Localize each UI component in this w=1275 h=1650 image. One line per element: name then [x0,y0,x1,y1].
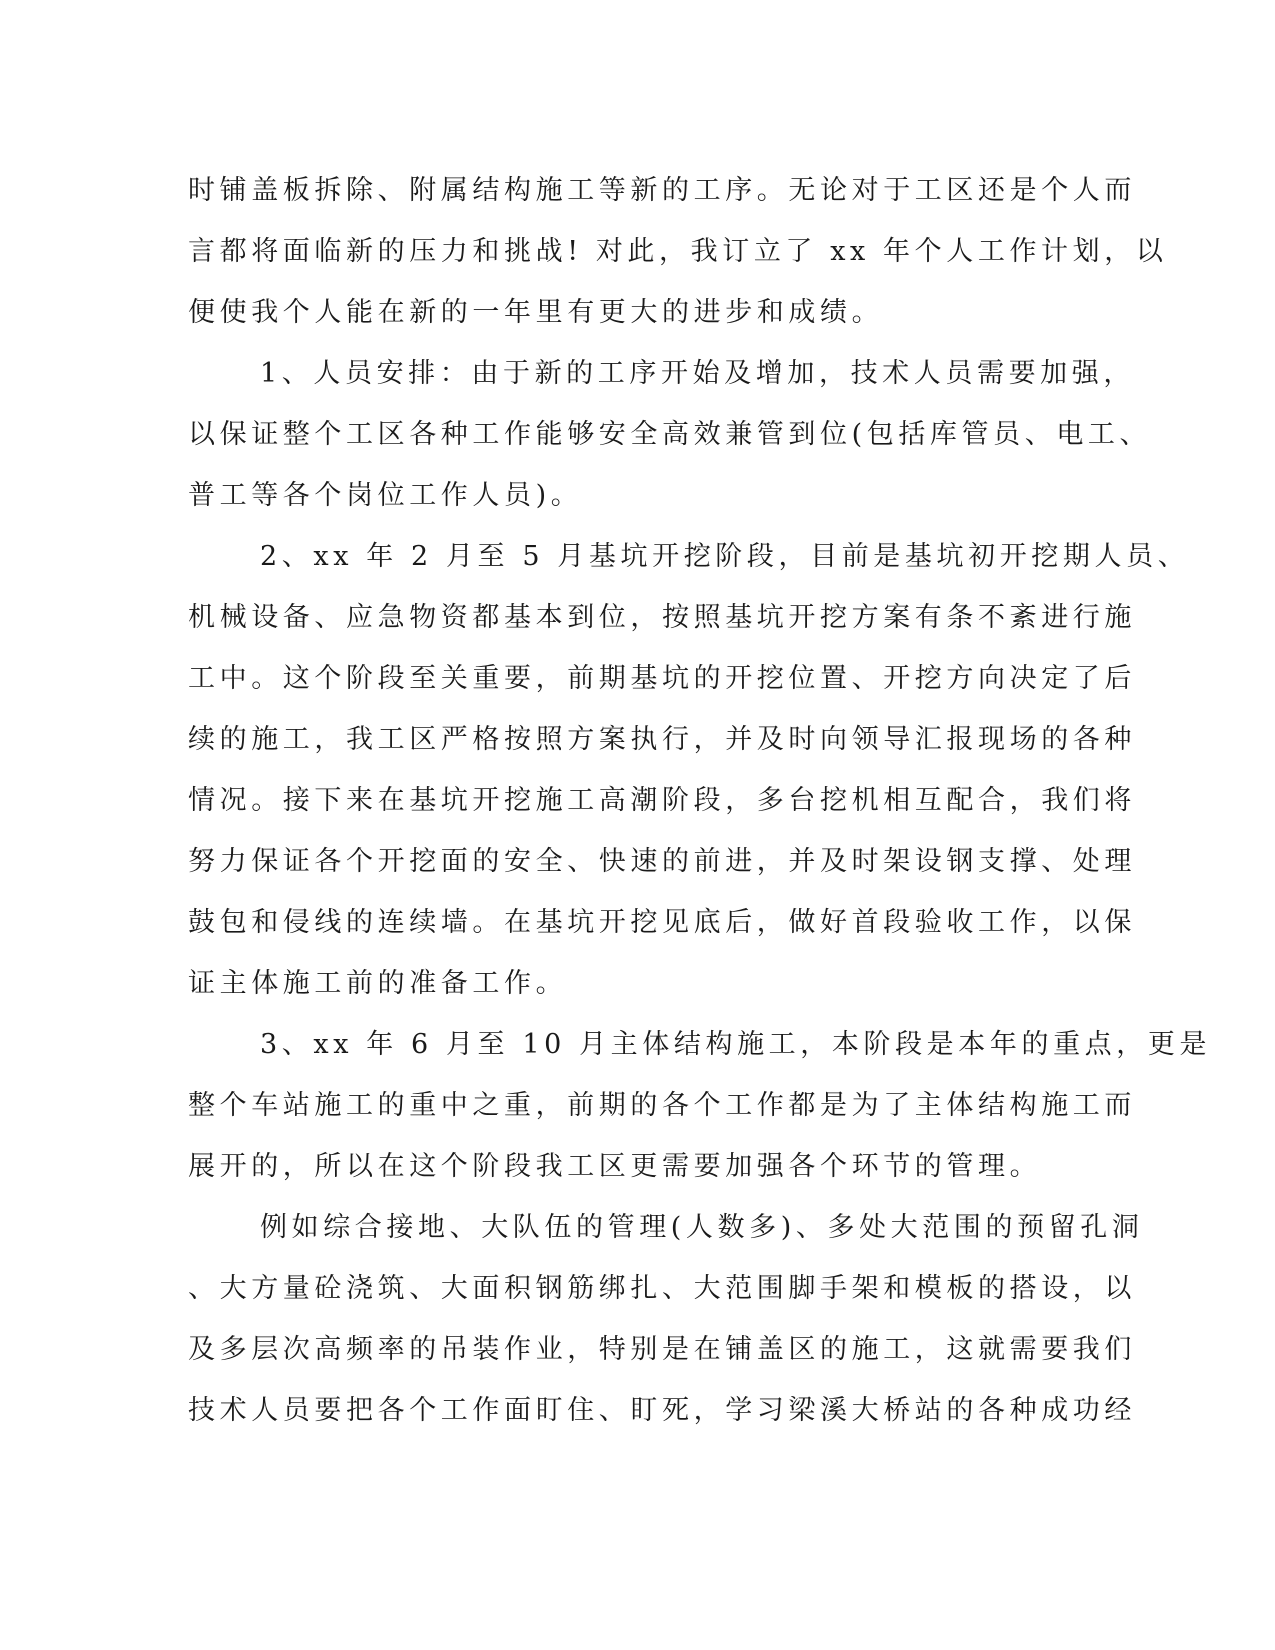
paragraph-intro [188,160,1168,343]
text-line: 、大方量砼浇筑、大面积钢筋绑扎、大范围脚手架和模板的搭设，以 [188,1273,1136,1304]
text-line: 展开的，所以在这个阶段我工区更需要加强各个环节的管理。 [188,1151,1042,1182]
paragraph-item-1 [188,343,1152,526]
text-line: 技术人员要把各个工作面盯住、盯死，学习梁溪大桥站的各种成功经 [188,1395,1136,1426]
text-line: 时铺盖板拆除、附属结构施工等新的工序。无论对于工区还是个人而 [188,175,1136,206]
text-line: 努力保证各个开挖面的安全、快速的前进，并及时架设钢支撑、处理 [188,846,1136,877]
document-body [188,160,1212,1441]
text-line: 情况。接下来在基坑开挖施工高潮阶段，多台挖机相互配合，我们将 [188,785,1136,816]
paragraph-example [188,1197,1144,1441]
text-line: 整个车站施工的重中之重，前期的各个工作都是为了主体结构施工而 [188,1090,1136,1121]
text-line: 及多层次高频率的吊装作业，特别是在铺盖区的施工，这就需要我们 [188,1334,1136,1365]
text-line: 机械设备、应急物资都基本到位，按照基坑开挖方案有条不紊进行施 [188,602,1136,633]
text-line: 1、人员安排：由于新的工序开始及增加，技术人员需要加强， [260,358,1135,389]
text-line: 工中。这个阶段至关重要，前期基坑的开挖位置、开挖方向决定了后 [188,663,1136,694]
text-line: 鼓包和侵线的连续墙。在基坑开挖见底后，做好首段验收工作，以保 [188,907,1136,938]
text-line: 证主体施工前的准备工作。 [188,968,568,999]
paragraph-item-3 [188,1014,1212,1197]
text-line: 便使我个人能在新的一年里有更大的进步和成绩。 [188,297,884,328]
text-line: 2、xx 年 2 月至 5 月基坑开挖阶段，目前是基坑初开挖期人员、 [260,541,1190,572]
text-line: 续的施工，我工区严格按照方案执行，并及时向领导汇报现场的各种 [188,724,1136,755]
text-line: 普工等各个岗位工作人员)。 [188,480,583,511]
text-line: 例如综合接地、大队伍的管理(人数多)、多处大范围的预留孔洞 [260,1212,1144,1243]
text-line: 言都将面临新的压力和挑战! 对此，我订立了 xx 年个人工作计划，以 [188,236,1168,267]
text-line: 以保证整个工区各种工作能够安全高效兼管到位(包括库管员、电工、 [188,419,1152,450]
text-line: 3、xx 年 6 月至 10 月主体结构施工，本阶段是本年的重点，更是 [260,1029,1212,1060]
paragraph-item-2 [188,526,1190,1014]
